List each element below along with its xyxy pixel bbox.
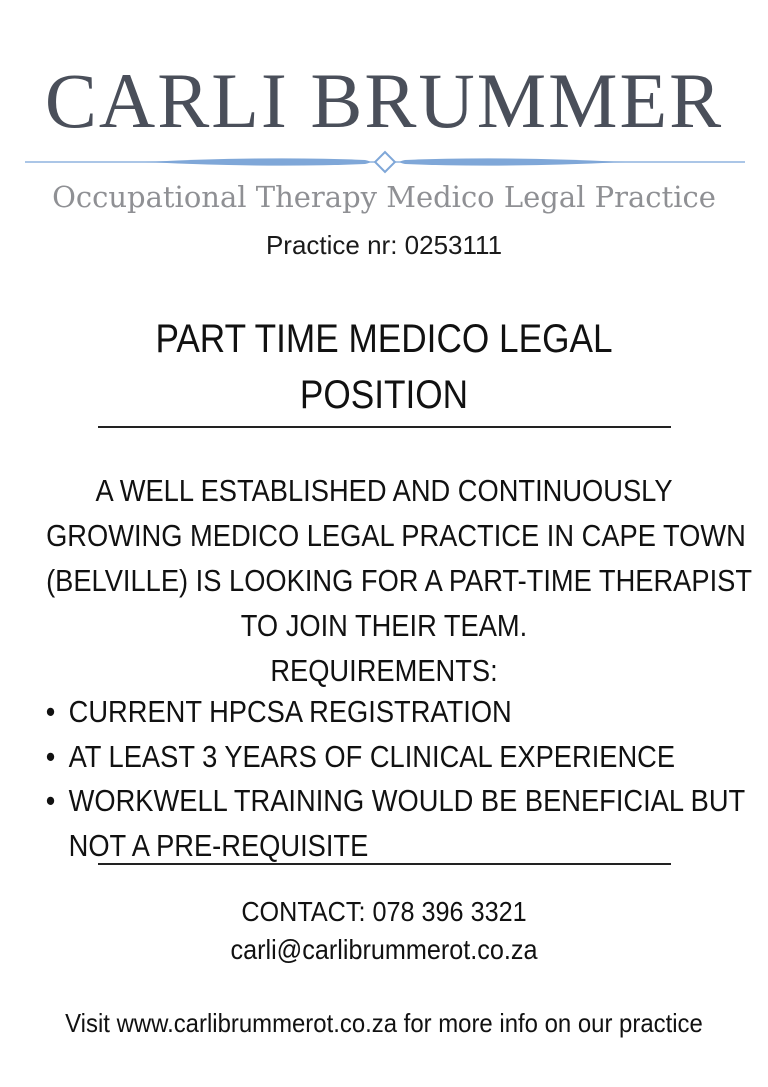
bullet-icon: • [45,738,56,774]
contact-block [38,893,729,969]
job-description [46,468,753,693]
requirement-item: • WORKWELL TRAINING WOULD BE BENEFICIAL BUT [44,779,745,824]
tagline: Occupational Therapy Medico Legal Practice [52,180,716,214]
divider-line-top [98,426,671,428]
footer-website-text[interactable]: Visit www.carlibrummerot.co.za for more info on our practice [65,1008,703,1038]
description-line-1: A WELL ESTABLISHED AND CONTINUOUSLY [95,473,673,508]
logo-name: CARLI BRUMMER [44,57,724,144]
contact-phone[interactable]: CONTACT: 078 396 3321 [241,896,527,927]
description-line-4: TO JOIN THEIR TEAM. [240,608,528,643]
requirements-heading: REQUIREMENTS: [270,653,498,688]
divider-ornament [25,150,745,174]
description-line-2: GROWING MEDICO LEGAL PRACTICE IN CAPE TOWN [46,518,746,553]
requirement-item: • CURRENT HPCSA REGISTRATION [44,690,745,735]
headline-line-1: PART TIME MEDICO LEGAL [155,317,613,361]
bullet-icon: • [45,783,56,818]
requirements-list [44,690,745,868]
description-line-3: (BELVILLE) IS LOOKING FOR A PART-TIME THERAPIST [46,563,753,598]
divider-line-bottom [98,863,671,865]
requirement-item-continued: NOT A PRE-REQUISITE [68,827,369,863]
bullet-icon: • [45,694,56,729]
headline-line-2: POSITION [299,373,469,417]
contact-email[interactable]: carli@carlibrummerot.co.za [230,934,538,965]
headline [46,311,722,423]
requirement-item: • AT LEAST 3 YEARS OF CLINICAL EXPERIENCE [44,735,745,780]
practice-number: Practice nr: 0253111 [265,230,503,260]
